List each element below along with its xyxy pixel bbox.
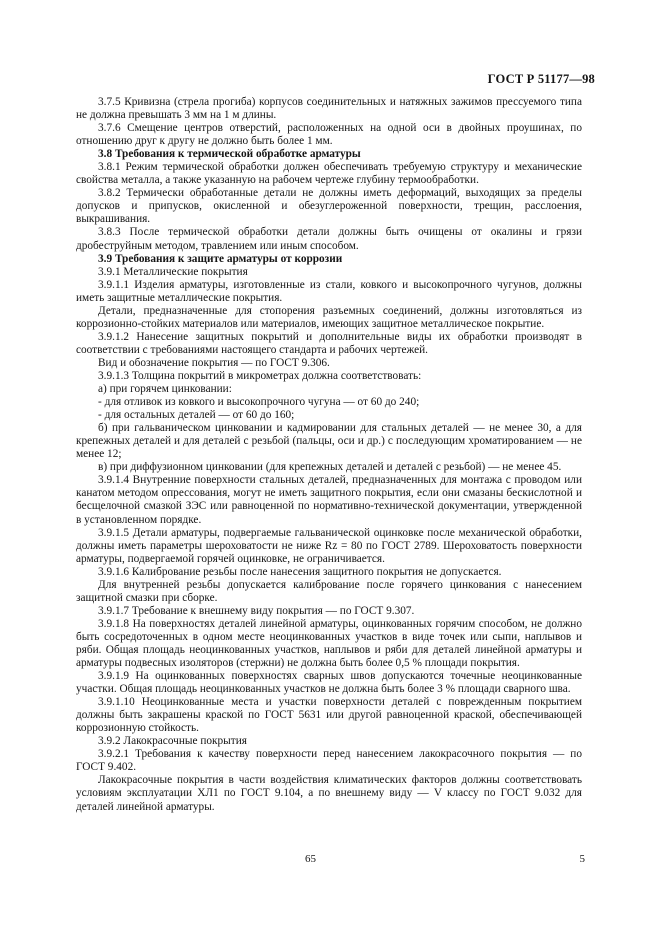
paragraph: Детали, предназначенные для стопорения разъемных соединений, должны изготовляться из коррозионно-стойких материалов или материалов, имеющих защитное металлическое покрытие.: [76, 304, 582, 330]
section-heading: 3.9 Требования к защите арматуры от коррозии: [98, 252, 343, 265]
list-item: - для отливок из ковкого и высокопрочного чугуна — от 60 до 240;: [98, 396, 420, 409]
list-item: б) при гальваническом цинковании и кадмировании для стальных деталей — не менее 30, а для крепежных деталей и для деталей с резьбой (пальцы, оси и др.) с последующим хроматированием — не менее 12;: [76, 422, 582, 461]
paragraph: 3.8.1 Режим термической обработки должен обеспечивать требуемую структуру и механические свойства металла, а также указанную на рабочем чертеже глубину термообработки.: [76, 161, 582, 187]
paragraph: 3.9.1.2 Нанесение защитных покрытий и дополнительные виды их обработки производят в соответствии с требованиями настоящего стандарта и рабочих чертежей.: [76, 330, 582, 356]
paragraph: 3.9.1.5 Детали арматуры, подвергаемые гальванической оцинковке после механической обработки, должны иметь параметры шероховатости не ниже Rz = 80 по ГОСТ 2789. Шероховатость поверхности арматуры, подвергаемой горячей оцинковке, не ограничивается.: [76, 526, 582, 565]
paragraph: 3.9.1.7 Требование к внешнему виду покрытия — по ГОСТ 9.307.: [98, 604, 415, 617]
list-item: в) при диффузионном цинковании (для крепежных деталей и деталей с резьбой) — не менее 45.: [98, 461, 562, 474]
document-body: [76, 96, 582, 814]
paragraph: 3.7.5 Кривизна (стрела прогиба) корпусов соединительных и натяжных зажимов прессуемого типа не должна превышать 3 мм на 1 м длины.: [76, 96, 582, 122]
list-item: - для остальных деталей — от 60 до 160;: [98, 409, 295, 422]
section-heading: 3.8 Требования к термической обработке арматуры: [98, 148, 361, 161]
subsection-heading: 3.9.1 Металлические покрытия: [98, 265, 248, 278]
paragraph: Для внутренней резьбы допускается калибрование после горячего цинкования с нанесением защитной смазки при сборке.: [76, 578, 582, 604]
paragraph: 3.9.1.8 На поверхностях деталей линейной арматуры, оцинкованных горячим способом, не должно быть сосредоточенных в одном месте неоцинкованных участков в виде точек или сыпи, наплывов и ряби. Общая площадь неоцинкованных участков, наплывов и ряби для деталей линейной арматуры и арматуры подвесных изоляторов (стержни) не должна быть более 0,5 % площади покрытия.: [76, 617, 582, 670]
paragraph: 3.7.6 Смещение центров отверстий, расположенных на одной оси в двойных проушинах, по отношению друг к другу не должно быть более 1 мм.: [76, 122, 582, 148]
paragraph: 3.8.3 После термической обработки детали должны быть очищены от окалины и грязи дробеструйным методом, травлением или иным способом.: [76, 226, 582, 252]
list-item: а) при горячем цинковании:: [98, 383, 232, 396]
paragraph: Вид и обозначение покрытия — по ГОСТ 9.306.: [98, 356, 330, 369]
paragraph: 3.8.2 Термически обработанные детали не должны иметь деформаций, выходящих за пределы допусков и припусков, окисленной и обезуглероженной поверхности, трещин, расслоения, выкрашивания.: [76, 187, 582, 226]
document-code: ГОСТ Р 51177—98: [487, 72, 595, 86]
paragraph: 3.9.1.9 На оцинкованных поверхностях сварных швов допускаются точечные неоцинкованные участки. Общая площадь неоцинкованных участков не должна быть более 3 % площади сварного шва.: [76, 670, 582, 696]
page-number: 65: [305, 853, 316, 865]
paragraph: 3.9.1.1 Изделия арматуры, изготовленные из стали, ковкого и высокопрочного чугунов, должны иметь защитные металлические покрытия.: [76, 278, 582, 304]
subsection-heading: 3.9.2 Лакокрасочные покрытия: [98, 735, 247, 748]
paragraph: 3.9.1.4 Внутренние поверхности стальных деталей, предназначенных для монтажа с проводом или канатом методом опрессования, могут не иметь защитного покрытия, если они смазаны бескислотной и бесщелочной смазкой ЗЭС или равноценной по нормативно-технической документации, утвержденной в установленном порядке.: [76, 474, 582, 526]
sheet-number: 5: [579, 853, 585, 865]
paragraph: 3.9.2.1 Требования к качеству поверхности перед нанесением лакокрасочного покрытия — по ГОСТ 9.402.: [76, 748, 582, 774]
paragraph: 3.9.1.3 Толщина покрытий в микрометрах должна соответствовать:: [98, 369, 422, 382]
paragraph: 3.9.1.6 Калибрование резьбы после нанесения защитного покрытия не допускается.: [98, 565, 502, 578]
paragraph: Лакокрасочные покрытия в части воздействия климатических факторов должны соответствовать условиям эксплуатации ХЛ1 по ГОСТ 9.104, а по внешнему виду — V классу по ГОСТ 9.032 для деталей линейной арматуры.: [76, 774, 582, 813]
paragraph: 3.9.1.10 Неоцинкованные места и участки поверхности деталей с поврежденным покрытием должны быть закрашены краской по ГОСТ 5631 или другой равноценной краской, обеспечивающей коррозионную стойкость.: [76, 696, 582, 735]
